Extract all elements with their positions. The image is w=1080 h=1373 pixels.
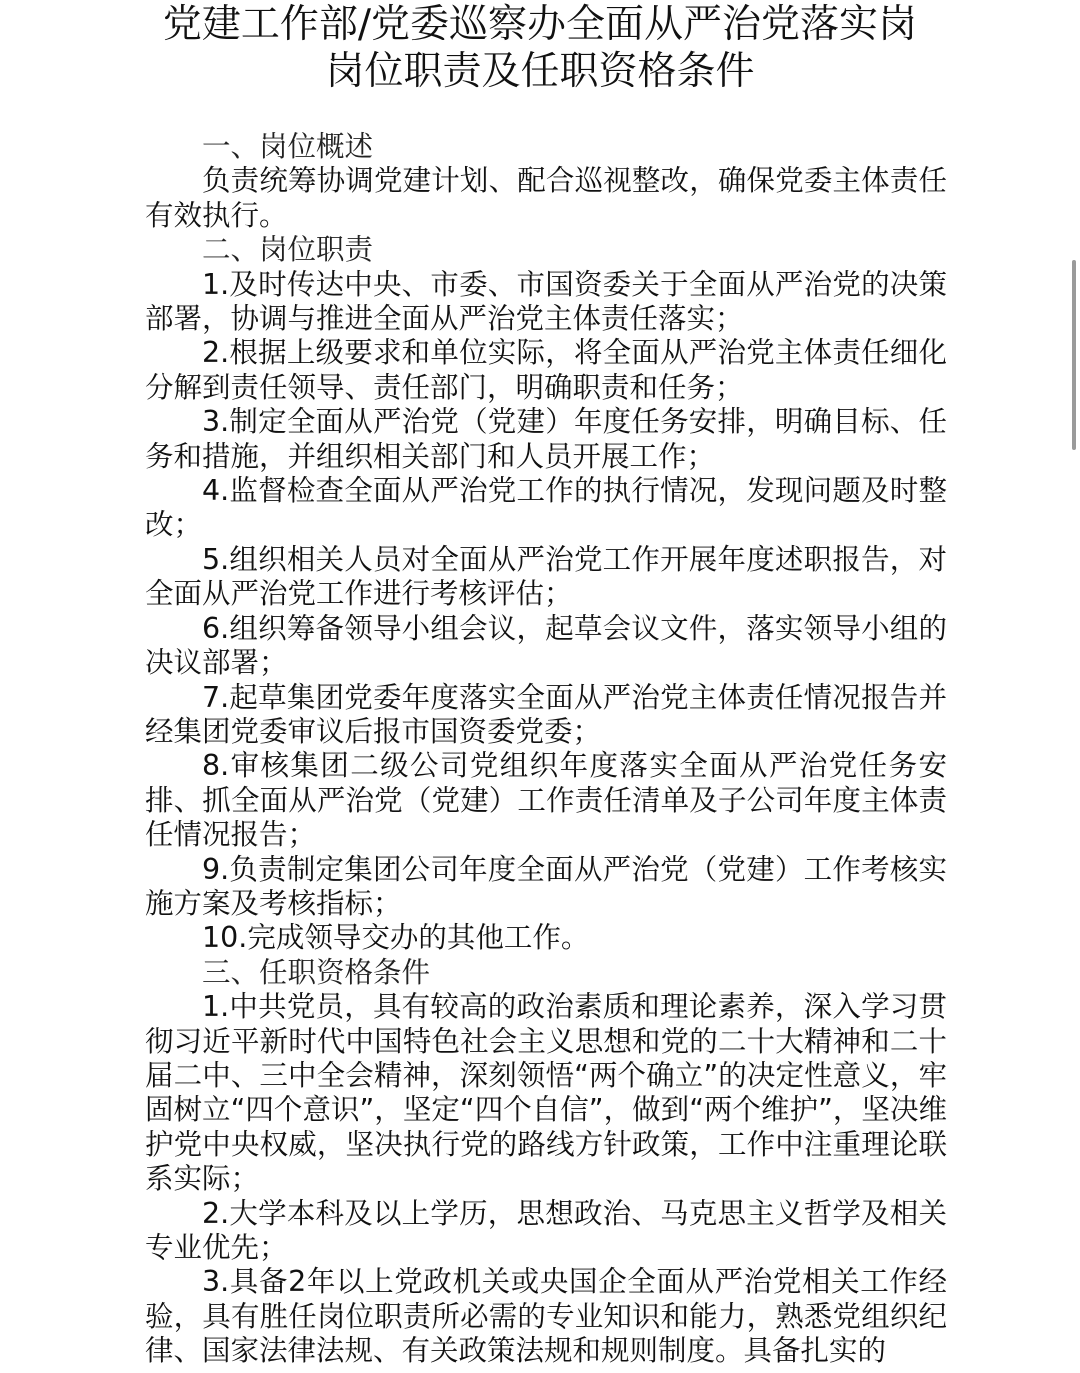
document-title-line-1: 党建工作部/党委巡察办全面从严治党落实岗 [162,2,918,47]
overview-text: 负责统筹协调党建计划、配合巡视整改，确保党委主体责任有效执行。 [145,164,947,232]
qualification-item: 1.中共党员，具有较高的政治素质和理论素养，深入学习贯彻习近平新时代中国特色社会主义思想和党的二十大精神和二十届二中、三中全会精神，深刻领悟“两个确立”的决定性意义，牢固树立“四个意识”，坚定“四个自信”，做到“两个维护”，坚决维护党中央权威，坚决执行党的路线方针政策，工作中注重理论联系实际； [145,990,947,1196]
duty-item: 4.监督检查全面从严治党工作的执行情况，发现问题及时整改； [145,474,947,542]
duty-item: 2.根据上级要求和单位实际，将全面从严治党主体责任细化分解到责任领导、责任部门，明确职责和任务； [145,336,947,404]
duty-item: 1.及时传达中央、市委、市国资委关于全面从严治党的决策部署，协调与推进全面从严治党主体责任落实； [145,267,947,336]
duty-item: 6.组织筹备领导小组会议，起草会议文件，落实领导小组的决议部署； [145,611,947,680]
section-heading-duties: 二、岗位职责 [202,233,374,267]
duty-item: 10.完成领导交办的其他工作。 [202,921,590,955]
duty-item: 8.审核集团二级公司党组织年度落实全面从严治党任务安排、抓全面从严治党（党建）工作责任清单及子公司年度主体责任情况报告； [145,749,947,852]
document-title-line-2: 岗位职责及任职资格条件 [325,49,755,94]
duty-item: 3.制定全面从严治党（党建）年度任务安排，明确目标、任务和措施，并组织相关部门和人员开展工作； [145,405,947,473]
duty-item: 7.起草集团党委年度落实全面从严治党主体责任情况报告并经集团党委审议后报市国资委党委； [145,680,947,748]
qualification-item: 3.具备2年以上党政机关或央国企全面从严治党相关工作经验，具有胜任岗位职责所必需的专业知识和能力，熟悉党组织纪律、国家法律法规、有关政策法规和规则制度。具备扎实的 [145,1265,947,1368]
duty-item: 9.负责制定集团公司年度全面从严治党（党建）工作考核实施方案及考核指标； [145,852,947,920]
qualification-item: 2.大学本科及以上学历，思想政治、马克思主义哲学及相关专业优先； [145,1196,947,1264]
document-body [145,130,947,1369]
vertical-scrollbar[interactable] [1072,260,1076,450]
section-heading-overview: 一、岗位概述 [202,130,374,163]
section-heading-qualifications: 三、任职资格条件 [202,955,431,989]
duty-item: 5.组织相关人员对全面从严治党工作开展年度述职报告，对全面从严治党工作进行考核评估； [145,542,947,611]
